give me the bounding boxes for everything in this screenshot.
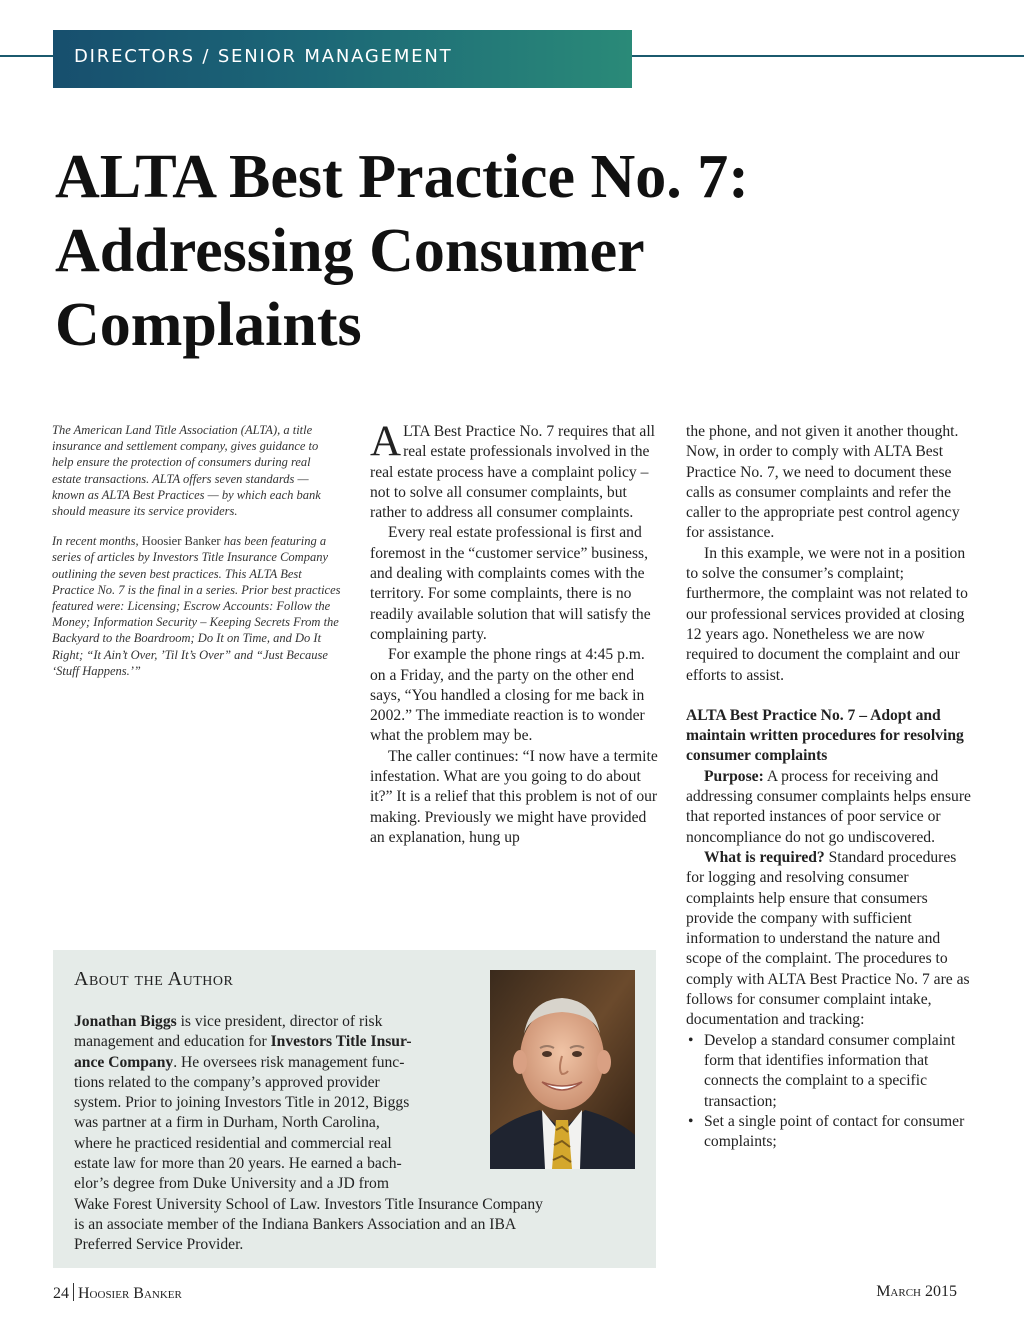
publication-footer-name: Hoosier Banker — [78, 1285, 182, 1302]
author-bio-line — [74, 1154, 644, 1174]
body-column-1 — [370, 418, 658, 848]
author-bio-text: is an associate member of the Indiana Bankers Association and an IBA — [74, 1215, 517, 1233]
author-bio-bold: Investors Title Insur- — [270, 1033, 412, 1051]
intro-paragraph-1: The American Land Title Association (ALTA), a title insurance and settlement company, gives guidance to help ensure the protection of consumers during real estate transactions. ALTA offers seven standards — known as ALTA Best Practices — by which each bank should measure its service providers. — [52, 423, 321, 519]
drop-cap: A — [370, 418, 402, 465]
body-p1-text: LTA Best Practice No. 7 requires that all real estate professionals involved in the real estate process have a complaint policy – not to solve all consumer complaints, but rather to address all consumer complaints. — [370, 423, 656, 522]
author-bio-text: management and education for — [74, 1033, 271, 1051]
footer-divider — [73, 1283, 74, 1301]
author-bio-line — [74, 1093, 644, 1113]
intro-p2-prefix: In recent months, — [52, 534, 142, 549]
intro-p2-rest: has been featuring a series of articles by Investors Title Insurance Company outlining the seven best practices. This ALTA Best Practice No. 7 is the final in a series. Prior best practices featured were: Licensing; Escrow Accounts: Follow the Money; Information Security – Keeping Secrets From the Backyard to the Boardroom; Do It on Time, and Do It Right; “It Ain’t Over, ’Til It’s Over” and “Just Because ‘Stuff Happens.’” — [52, 534, 341, 678]
body-column-2 — [686, 422, 972, 1152]
author-bio-line — [74, 1073, 644, 1093]
spacer — [686, 686, 972, 706]
title-line-2: Addressing Consumer — [55, 217, 645, 285]
requirements-list — [686, 1031, 972, 1153]
author-bio-text: tions related to the company’s approved provider — [74, 1073, 380, 1091]
list-item: • Develop a standard consumer complaint form that identifies information that connects the complaint to a specific transaction; — [686, 1031, 972, 1112]
body-paragraph-3: For example the phone rings at 4:45 p.m. on a Friday, and the party on the other end says, “You handled a closing for me back in 2002.” The immediate reaction is to wonder what the problem may be. — [370, 646, 645, 745]
footer-left — [53, 1283, 182, 1303]
list-item: • Set a single point of contact for consumer complaints; — [686, 1112, 972, 1153]
body-paragraph-5: the phone, and not given it another thought. Now, in order to comply with ALTA Best Practice No. 7, we need to document these calls as consumer complaints and refer the caller to the appropriate pest control agency for assistance. — [686, 423, 960, 542]
author-bio-line — [74, 1113, 644, 1133]
article-title — [55, 140, 955, 362]
author-bio-text: is vice president, director of risk — [176, 1013, 383, 1030]
author-bio-text: estate law for more than 20 years. He earned a bach- — [74, 1155, 402, 1173]
issue-date: March 2015 — [876, 1283, 957, 1300]
required-paragraph — [686, 848, 972, 1031]
about-author-heading: About the Author — [74, 968, 234, 990]
body-paragraph-6: In this example, we were not in a position to solve the consumer’s complaint; furthermore, the complaint was not related to our professional services provided at closing 12 years ago. Nonetheless we are now required to document the complaint and our efforts to assist. — [686, 544, 968, 684]
author-bio-text: . He oversees risk management func- — [173, 1053, 405, 1071]
author-bio — [74, 1012, 644, 1256]
author-bio-line — [74, 1174, 644, 1194]
author-bio-line — [74, 1053, 644, 1073]
body-paragraph-1 — [370, 418, 658, 523]
section-subhead: ALTA Best Practice No. 7 – Adopt and maintain written procedures for resolving consumer complaints — [686, 706, 964, 765]
publication-name: Hoosier Banker — [141, 534, 221, 549]
author-bio-bold: Jonathan Biggs — [74, 1013, 177, 1030]
title-line-3: Complaints — [55, 291, 362, 359]
purpose-label: Purpose: — [704, 767, 764, 785]
author-bio-line — [74, 1012, 644, 1032]
author-bio-line — [74, 1215, 644, 1235]
author-bio-text: Preferred Service Provider. — [74, 1236, 244, 1254]
author-bio-bold: ance Company — [74, 1053, 174, 1071]
intro-sidebar — [52, 422, 342, 693]
author-bio-text: Wake Forest University School of Law. Investors Title Insurance Company — [74, 1195, 543, 1213]
title-line-1: ALTA Best Practice No. 7: — [55, 143, 749, 211]
author-bio-text: elor’s degree from Duke University and a JD from — [74, 1175, 389, 1193]
intro-paragraph-2 — [52, 533, 342, 679]
author-bio-text: was partner at a firm in Durham, North Carolina, — [74, 1114, 380, 1132]
author-bio-text: where he practiced residential and commercial real — [74, 1134, 392, 1152]
body-paragraph-2: Every real estate professional is first and foremost in the “customer service” business, and dealing with complaints comes with the territory. For some complaints, there is no readily available solution that will satisfy the complaining party. — [370, 524, 651, 643]
author-bio-line — [74, 1235, 644, 1255]
body-paragraph-4: The caller continues: “I now have a termite infestation. What are you going to do about it?” It is a relief that this problem is not of our making. Previously we might have provided an explanation, hung up — [370, 747, 658, 846]
section-label: DIRECTORS / SENIOR MANAGEMENT — [74, 46, 453, 67]
required-text: Standard procedures for logging and resolving consumer complaints help ensure that consumers provide the company with sufficient information to understand the nature and scope of the complaint. The procedures to comply with ALTA Best Practice No. 7 are as follows for consumer complaint intake, documentation and tracking: — [686, 848, 970, 1029]
author-bio-line — [74, 1134, 644, 1154]
author-bio-line — [74, 1195, 644, 1215]
author-bio-line — [74, 1032, 644, 1052]
purpose-text: A process for receiving and addressing consumer complaints helps ensure that reported instances of poor service or noncompliance do not go undiscovered. — [686, 767, 971, 846]
author-bio-text: system. Prior to joining Investors Title in 2012, Biggs — [74, 1094, 410, 1112]
required-label: What is required? — [704, 848, 825, 866]
page-number: 24 — [53, 1285, 69, 1302]
purpose-paragraph — [686, 767, 972, 848]
